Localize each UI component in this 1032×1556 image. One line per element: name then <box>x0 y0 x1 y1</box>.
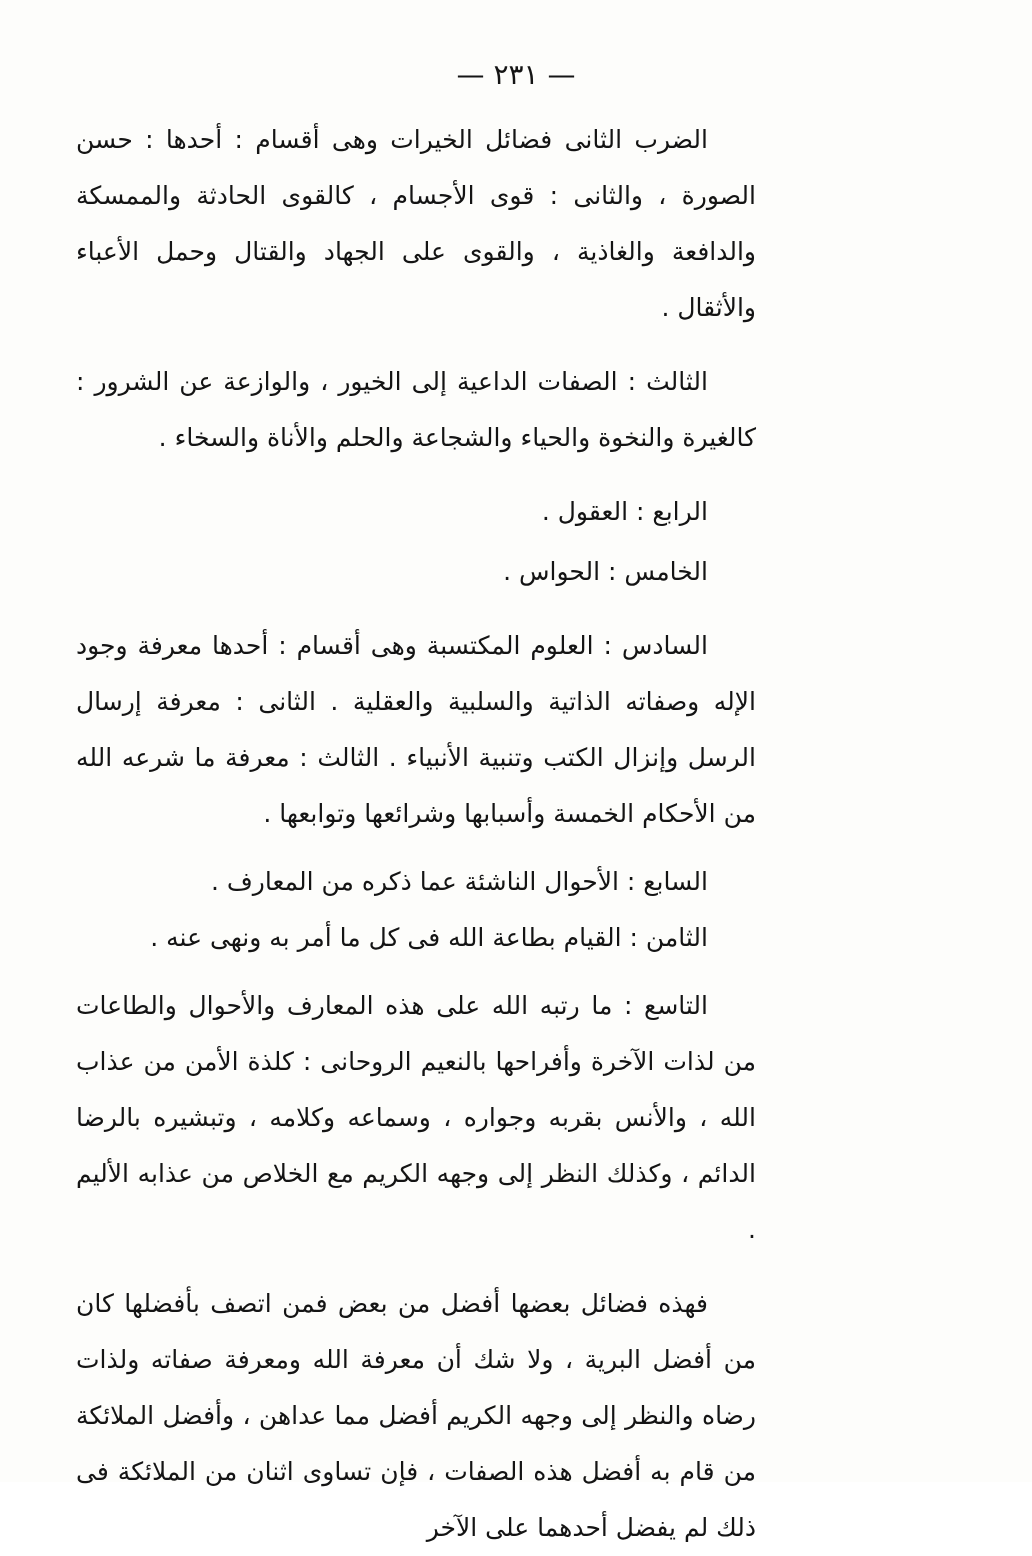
paragraph-eighth: الثامن : القيام بطاعة الله فى كل ما أمر به ونهى عنه . <box>150 923 708 952</box>
paragraph-fourth: الرابع : العقول . <box>541 497 708 526</box>
paragraph-fifth: الخامس : الحواس . <box>503 557 708 586</box>
paragraph-third: الثالث : الصفات الداعية إلى الخيور ، والوازعة عن الشرور : كالغيرة والنخوة والحياء والشجاعة والحلم والأناة والسخاء . <box>76 367 756 452</box>
paragraph-conclusion: فهذه فضائل بعضها أفضل من بعض فمن اتصف بأفضلها كان من أفضل البرية ، ولا شك أن معرفة الله ومعرفة صفاته ولذات رضاه والنظر إلى وجهه الكريم أفضل مما عداهن ، وأفضل الملائكة من قام به أفضل هذه الصفات ، فإن تساوى اثنان من الملائكة فى ذلك لم يفضل أحدهما على الآخر <box>76 1289 756 1542</box>
paragraph-seventh: السابع : الأحوال الناشئة عما ذكره من المعارف . <box>210 867 708 896</box>
paragraph-second-type: الضرب الثانى فضائل الخيرات وهى أقسام : أحدها : حسن الصورة ، والثانى : قوى الأجسام ، كالقوى الحادثة والممسكة والدافعة والغاذية ، والقوى على الجهاد والقتال وحمل الأعباء والأثقال . <box>76 125 756 322</box>
body-text <box>76 112 756 1556</box>
page-number: — ٢٣١ — <box>456 58 576 91</box>
paragraph-ninth: التاسع : ما رتبه الله على هذه المعارف والأحوال والطاعات من لذات الآخرة وأفراحها بالنعيم الروحانى : كلذة الأمن من عذاب الله ، والأنس بقربه وجواره ، وسماعه وكلامه ، وتبشيره بالرضا الدائم ، وكذلك النظر إلى وجهه الكريم مع الخلاص من عذابه الأليم . <box>76 991 756 1244</box>
paragraph-sixth: السادس : العلوم المكتسبة وهى أقسام : أحدها معرفة وجود الإله وصفاته الذاتية والسلبية والعقلية . الثانى : معرفة إرسال الرسل وإنزال الكتب وتنبية الأنبياء . الثالث : معرفة ما شرعه الله من الأحكام الخمسة وأسبابها وشرائعها وتوابعها . <box>76 631 756 828</box>
